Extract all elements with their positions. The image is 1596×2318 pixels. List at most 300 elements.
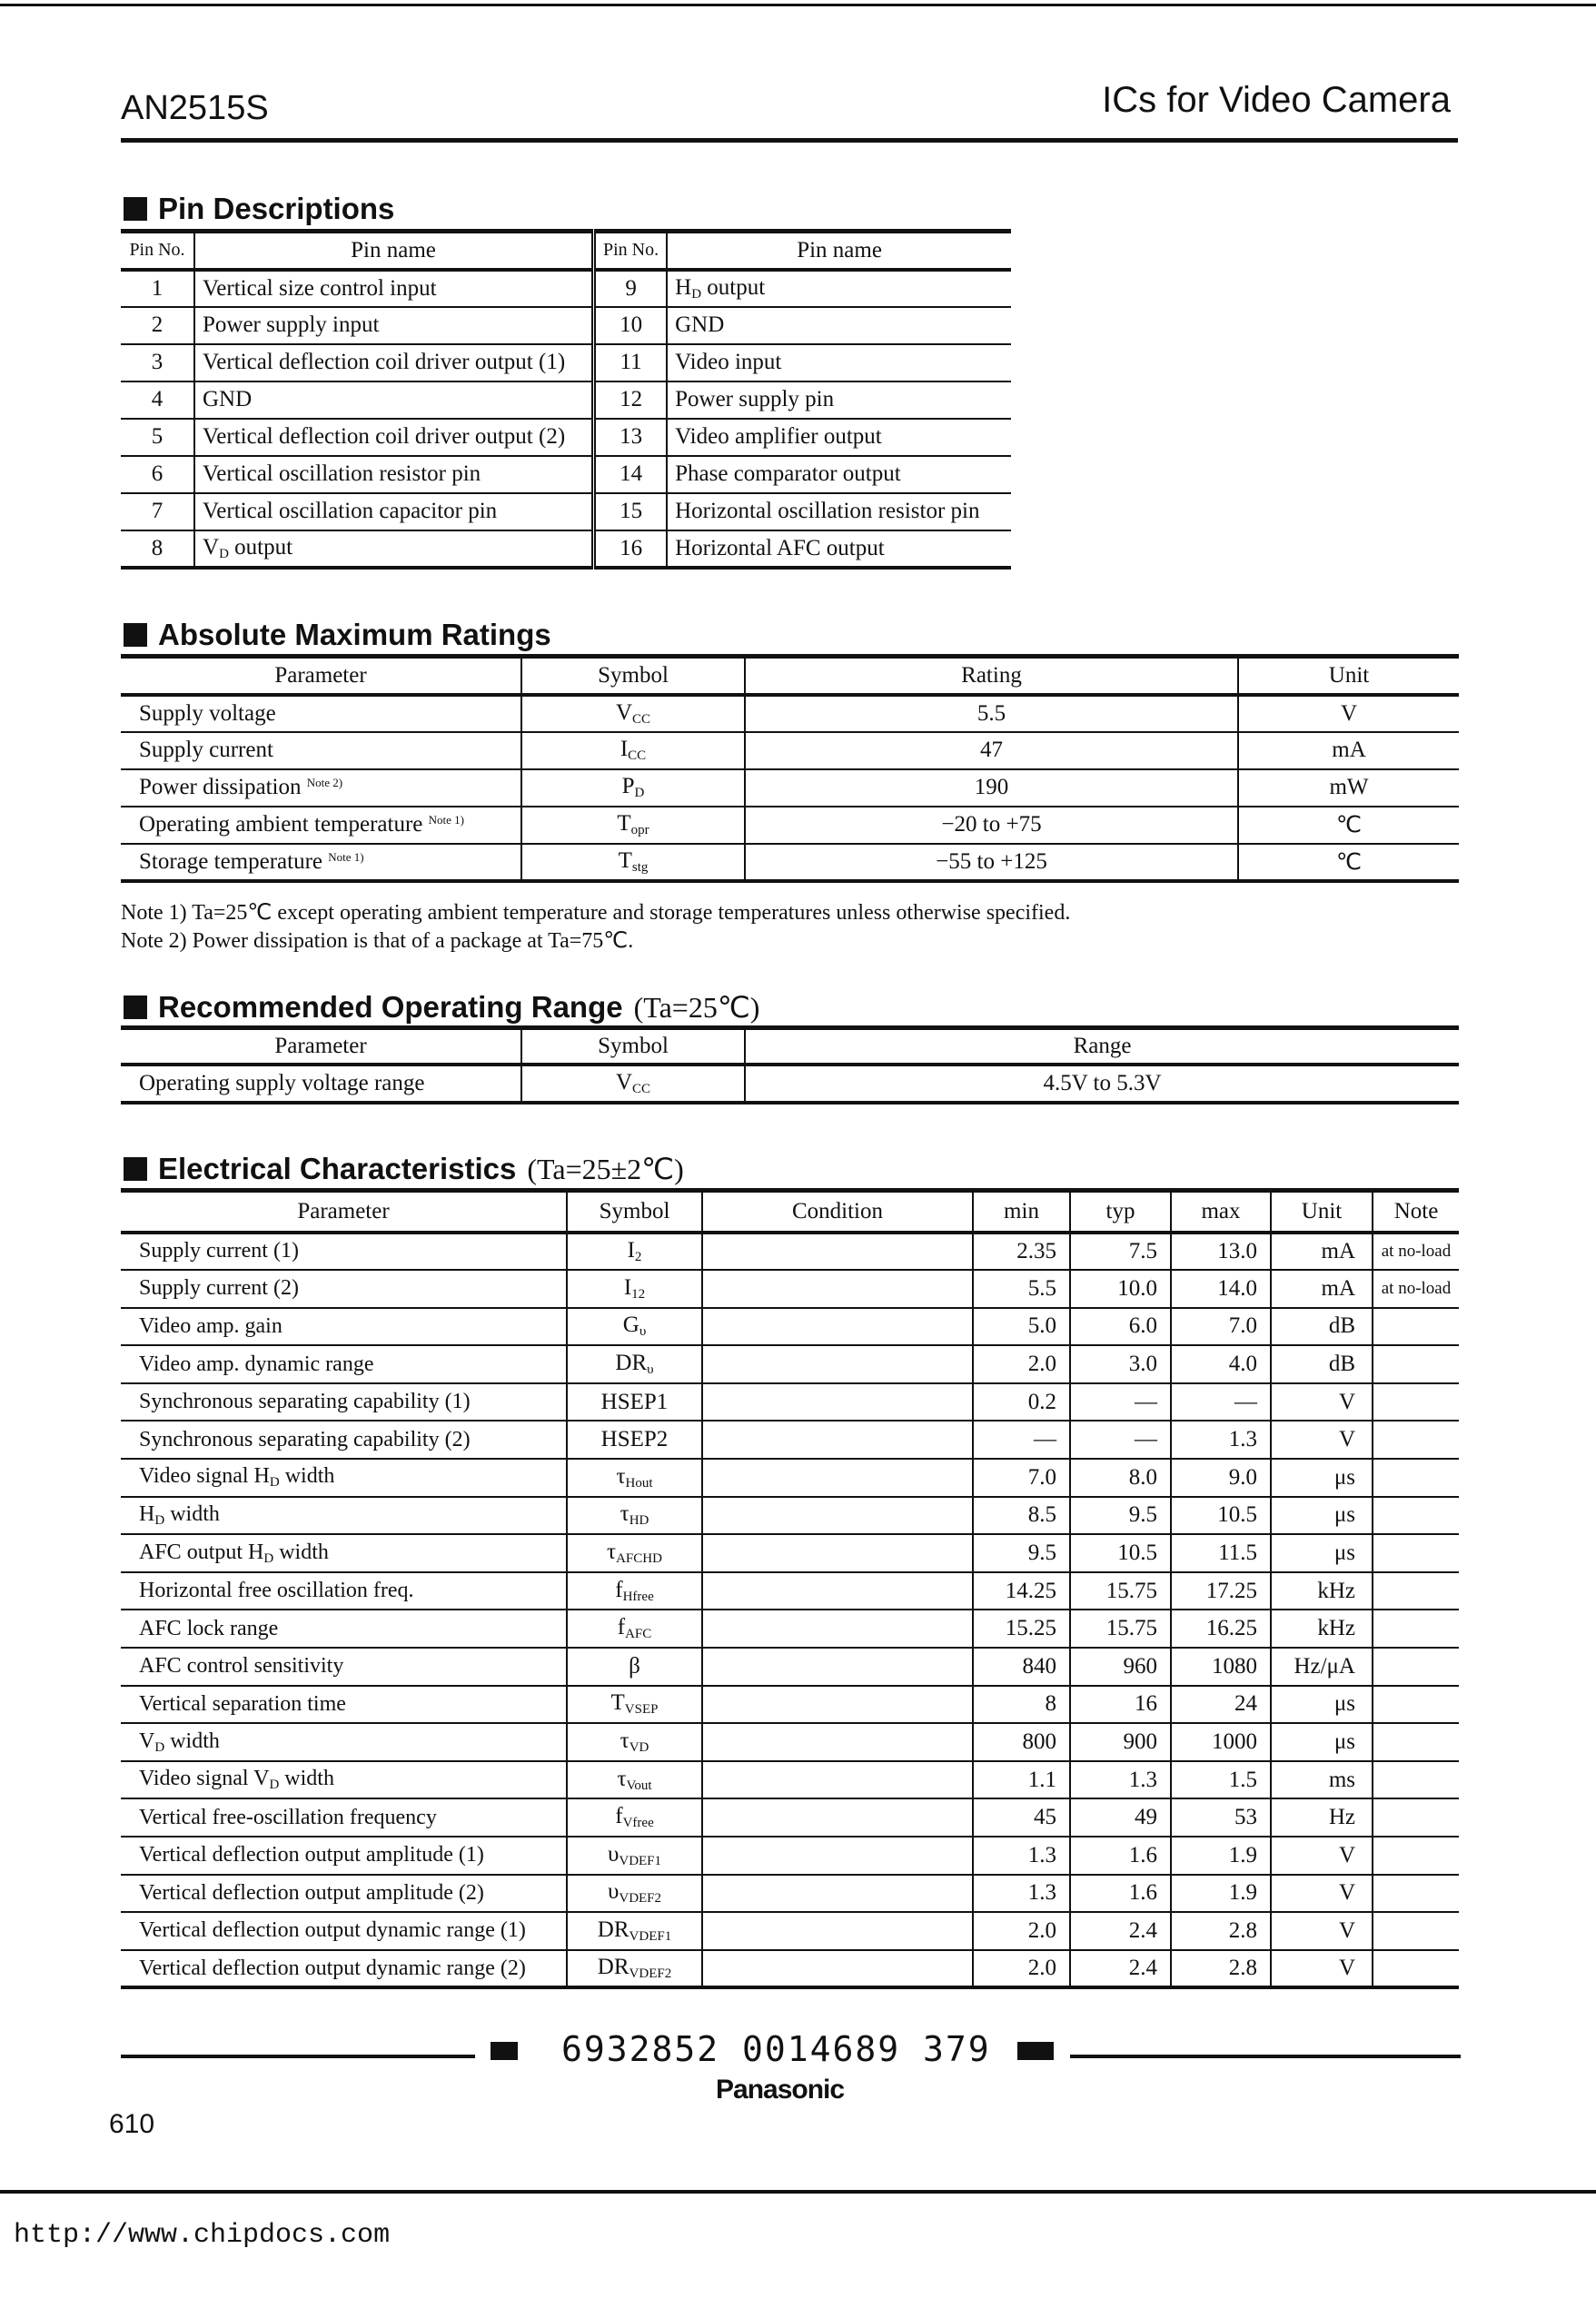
value-min: 14.25 xyxy=(973,1572,1070,1610)
parameter xyxy=(121,695,521,732)
table-row xyxy=(121,1534,1459,1572)
unit: ms xyxy=(1271,1761,1373,1799)
pin-name xyxy=(194,493,594,530)
condition xyxy=(702,1383,973,1422)
parameter xyxy=(121,1308,567,1346)
value-typ: 7.5 xyxy=(1070,1233,1171,1271)
condition xyxy=(702,1686,973,1724)
condition xyxy=(702,1270,973,1308)
pin-number: 13 xyxy=(594,419,668,456)
unit: μs xyxy=(1271,1686,1373,1724)
note xyxy=(1373,1686,1459,1724)
subscript: D xyxy=(634,786,645,800)
value-min: 15.25 xyxy=(973,1610,1070,1648)
value-typ: 49 xyxy=(1070,1798,1171,1837)
symbol xyxy=(567,1233,702,1271)
document-category: ICs for Video Camera xyxy=(1102,80,1451,120)
text-segment: Video input xyxy=(675,350,782,374)
pin-name xyxy=(667,530,1011,568)
subscript: D xyxy=(269,1475,280,1491)
pin-descriptions-table xyxy=(121,229,1011,570)
source-url[interactable]: http://www.chipdocs.com xyxy=(14,2220,391,2251)
table-row xyxy=(121,1950,1459,1988)
value-typ: 2.4 xyxy=(1070,1912,1171,1950)
pin-number: 3 xyxy=(121,344,194,381)
parameter xyxy=(121,1912,567,1950)
barcode-block-left xyxy=(491,2042,518,2060)
unit: V xyxy=(1238,695,1459,732)
col-header: Unit xyxy=(1238,657,1459,695)
text-segment: T xyxy=(617,811,631,836)
condition xyxy=(702,1233,973,1271)
table-row xyxy=(121,695,1459,732)
text-segment: width xyxy=(273,1540,329,1564)
note xyxy=(1373,1875,1459,1913)
text-segment: Horizontal AFC output xyxy=(675,535,885,560)
parameter xyxy=(121,1610,567,1648)
value-typ: 16 xyxy=(1070,1686,1171,1724)
value-min: — xyxy=(973,1421,1070,1459)
text-segment: Supply current xyxy=(139,738,273,762)
pin-number: 5 xyxy=(121,419,194,456)
text-segment: output xyxy=(228,534,293,560)
value-max: 2.8 xyxy=(1171,1912,1271,1950)
col-header: min xyxy=(973,1191,1070,1233)
parameter xyxy=(121,769,521,807)
parameter xyxy=(121,732,521,769)
subscript: D xyxy=(154,1739,165,1755)
page-number: 610 xyxy=(109,2109,155,2139)
pin-number: 11 xyxy=(594,344,668,381)
symbol xyxy=(567,1497,702,1535)
value-max: 1080 xyxy=(1171,1648,1271,1686)
unit: V xyxy=(1271,1421,1373,1459)
subscript: VDEF1 xyxy=(619,1853,662,1868)
value-min: 800 xyxy=(973,1723,1070,1761)
value-max: 24 xyxy=(1171,1686,1271,1724)
col-header: typ xyxy=(1070,1191,1171,1233)
rating: −55 to +125 xyxy=(745,844,1238,881)
value-max: 53 xyxy=(1171,1798,1271,1837)
text-segment: Vertical deflection output dynamic range (2) xyxy=(139,1956,526,1980)
condition xyxy=(702,1534,973,1572)
text-segment: DR xyxy=(615,1351,648,1376)
value-min: 2.35 xyxy=(973,1233,1070,1271)
condition xyxy=(702,1798,973,1837)
value-max: 1.3 xyxy=(1171,1421,1271,1459)
absolute-maximum-ratings-table xyxy=(121,654,1459,883)
symbol xyxy=(567,1610,702,1648)
text-segment: Operating ambient temperature xyxy=(139,812,429,837)
pin-name xyxy=(194,344,594,381)
condition xyxy=(702,1610,973,1648)
col-header: Condition xyxy=(702,1191,973,1233)
col-header: Symbol xyxy=(521,657,745,695)
unit: kHz xyxy=(1271,1572,1373,1610)
parameter xyxy=(121,1572,567,1610)
parameter xyxy=(121,1459,567,1497)
rating: 47 xyxy=(745,732,1238,769)
col-header: Rating xyxy=(745,657,1238,695)
subscript: VSEP xyxy=(624,1702,659,1718)
symbol xyxy=(521,695,745,732)
bottom-border xyxy=(0,2190,1596,2194)
electrical-characteristics-table xyxy=(121,1188,1459,1989)
footer-rule-left xyxy=(121,2055,475,2058)
text-segment: Vertical deflection output amplitude (2) xyxy=(139,1880,484,1905)
subscript: D xyxy=(219,546,229,561)
parameter xyxy=(121,1497,567,1535)
note xyxy=(1373,1345,1459,1383)
subscript: υ xyxy=(639,1324,647,1340)
table-row xyxy=(121,1572,1459,1610)
note xyxy=(1373,1421,1459,1459)
table-row xyxy=(121,1686,1459,1724)
condition xyxy=(702,1761,973,1799)
subscript: VDEF2 xyxy=(619,1891,662,1907)
barcode-number: 6932852 0014689 379 xyxy=(561,2029,991,2069)
pin-number: 9 xyxy=(594,270,668,307)
parameter xyxy=(121,1270,567,1308)
symbol xyxy=(521,844,745,881)
text-segment: H xyxy=(675,274,692,300)
table-row xyxy=(121,1383,1459,1422)
text-segment: T xyxy=(618,847,632,873)
value-min: 2.0 xyxy=(973,1345,1070,1383)
note xyxy=(1373,1837,1459,1875)
ec-heading xyxy=(124,1152,684,1186)
symbol xyxy=(521,807,745,844)
text-segment: Video signal H xyxy=(139,1464,270,1489)
text-segment: τ xyxy=(620,1729,629,1754)
ror-heading xyxy=(124,990,759,1025)
symbol xyxy=(567,1421,702,1459)
value-max: 14.0 xyxy=(1171,1270,1271,1308)
text-segment: Synchronous separating capability (1) xyxy=(139,1390,471,1414)
note xyxy=(1373,1383,1459,1422)
value-max: 7.0 xyxy=(1171,1308,1271,1346)
condition xyxy=(702,1421,973,1459)
subscript: D xyxy=(263,1550,274,1566)
section-marker-icon xyxy=(124,197,147,221)
note xyxy=(1373,1950,1459,1988)
note xyxy=(1373,1723,1459,1761)
text-segment: Vertical deflection output amplitude (1) xyxy=(139,1843,484,1867)
value-typ: 3.0 xyxy=(1070,1345,1171,1383)
value-max: 17.25 xyxy=(1171,1572,1271,1610)
parameter xyxy=(121,1761,567,1799)
rating: 190 xyxy=(745,769,1238,807)
condition xyxy=(702,1345,973,1383)
subscript: Hout xyxy=(625,1475,653,1491)
text-segment: τ xyxy=(620,1501,629,1527)
text-segment: υ xyxy=(607,1879,620,1905)
parameter xyxy=(121,1798,567,1837)
symbol xyxy=(567,1459,702,1497)
unit: dB xyxy=(1271,1308,1373,1346)
note: at no-load xyxy=(1373,1233,1459,1271)
value-typ: — xyxy=(1070,1421,1171,1459)
col-header: Parameter xyxy=(121,1028,521,1065)
value-typ: 8.0 xyxy=(1070,1459,1171,1497)
amr-heading xyxy=(124,618,551,652)
symbol xyxy=(521,769,745,807)
value-min: 7.0 xyxy=(973,1459,1070,1497)
symbol xyxy=(567,1308,702,1346)
table-row xyxy=(121,1798,1459,1837)
section-title: Electrical Characteristics xyxy=(158,1152,517,1185)
table-row xyxy=(121,381,1011,419)
condition xyxy=(702,1723,973,1761)
col-header: Symbol xyxy=(521,1028,745,1065)
value-min: 0.2 xyxy=(973,1383,1070,1422)
text-segment: Video amp. dynamic range xyxy=(139,1352,374,1376)
pin-number: 4 xyxy=(121,381,194,419)
symbol xyxy=(567,1270,702,1308)
text-segment: Supply current (1) xyxy=(139,1239,299,1263)
barcode-block-right xyxy=(1017,2042,1054,2060)
text-segment: GND xyxy=(203,387,253,411)
value-max: 4.0 xyxy=(1171,1345,1271,1383)
table-row xyxy=(121,344,1011,381)
condition xyxy=(702,1497,973,1535)
condition xyxy=(702,1837,973,1875)
col-header: Symbol xyxy=(567,1191,702,1233)
value-min: 2.0 xyxy=(973,1950,1070,1988)
pin-number: 2 xyxy=(121,307,194,344)
parameter xyxy=(121,1837,567,1875)
value-max: 1.9 xyxy=(1171,1837,1271,1875)
parameter xyxy=(121,1345,567,1383)
text-segment: Video amp. gain xyxy=(139,1313,283,1338)
parameter xyxy=(121,1950,567,1988)
text-segment: Vertical deflection output dynamic range (1) xyxy=(139,1918,526,1943)
section-marker-icon xyxy=(124,623,147,647)
col-header: Note xyxy=(1373,1191,1459,1233)
symbol xyxy=(521,732,745,769)
note-reference: Note 1) xyxy=(428,813,464,827)
footer-rule-right xyxy=(1070,2055,1461,2058)
col-header: Parameter xyxy=(121,1191,567,1233)
pin-name xyxy=(667,493,1011,530)
text-segment: f xyxy=(615,1577,623,1602)
pin-number: 16 xyxy=(594,530,668,568)
note xyxy=(1373,1572,1459,1610)
value-typ: 10.5 xyxy=(1070,1534,1171,1572)
symbol xyxy=(567,1572,702,1610)
value-max: 13.0 xyxy=(1171,1233,1271,1271)
unit: μs xyxy=(1271,1459,1373,1497)
text-segment: I xyxy=(627,1237,635,1263)
text-segment: T xyxy=(610,1690,625,1716)
text-segment: P xyxy=(621,774,635,798)
note-reference: Note 1) xyxy=(328,849,364,864)
subscript: D xyxy=(154,1512,165,1528)
text-segment: Vertical oscillation resistor pin xyxy=(203,461,481,486)
text-segment: Video signal V xyxy=(139,1767,270,1791)
pin-name xyxy=(667,381,1011,419)
table-row xyxy=(121,769,1459,807)
subscript: Vout xyxy=(626,1778,652,1793)
pin-number: 10 xyxy=(594,307,668,344)
table-row xyxy=(121,1723,1459,1761)
text-segment: V xyxy=(615,699,633,725)
table-row xyxy=(121,1308,1459,1346)
text-segment: GND xyxy=(675,312,725,337)
parameter xyxy=(121,1723,567,1761)
col-header: Pin name xyxy=(667,232,1011,270)
pin-number: 1 xyxy=(121,270,194,307)
parameter xyxy=(121,1686,567,1724)
text-segment: DR xyxy=(597,1955,629,1980)
condition xyxy=(702,1308,973,1346)
range: 4.5V to 5.3V xyxy=(745,1065,1459,1103)
section-title: Recommended Operating Range xyxy=(158,990,623,1024)
value-typ: 1.3 xyxy=(1070,1761,1171,1799)
table-row xyxy=(121,1837,1459,1875)
text-segment: AFC output H xyxy=(139,1540,264,1564)
col-header: Pin No. xyxy=(121,232,194,270)
table-row xyxy=(121,1233,1459,1271)
text-segment: AFC control sensitivity xyxy=(139,1654,344,1679)
text-segment: I xyxy=(623,1274,632,1300)
table-row xyxy=(121,1648,1459,1686)
text-segment: HSEP1 xyxy=(600,1389,669,1414)
text-segment: Operating supply voltage range xyxy=(139,1070,425,1095)
pin-number: 7 xyxy=(121,493,194,530)
value-max: 1.9 xyxy=(1171,1875,1271,1913)
value-typ: 15.75 xyxy=(1070,1572,1171,1610)
subscript: opr xyxy=(630,823,649,837)
text-segment: Supply voltage xyxy=(139,700,276,726)
recommended-operating-range-table xyxy=(121,1025,1459,1105)
note xyxy=(1373,1459,1459,1497)
condition xyxy=(702,1459,973,1497)
text-segment: Power supply pin xyxy=(675,387,835,411)
text-segment: Power dissipation xyxy=(139,775,307,799)
unit: V xyxy=(1271,1837,1373,1875)
table-row xyxy=(121,844,1459,881)
col-header: Unit xyxy=(1271,1191,1373,1233)
pin-name xyxy=(194,270,594,307)
unit: μs xyxy=(1271,1497,1373,1535)
value-typ: 2.4 xyxy=(1070,1950,1171,1988)
symbol xyxy=(567,1912,702,1950)
text-segment: Storage temperature xyxy=(139,848,329,874)
value-typ: 10.0 xyxy=(1070,1270,1171,1308)
value-typ: 9.5 xyxy=(1070,1497,1171,1535)
symbol xyxy=(567,1534,702,1572)
section-title: Absolute Maximum Ratings xyxy=(158,618,551,651)
rating: −20 to +75 xyxy=(745,807,1238,844)
symbol xyxy=(567,1686,702,1724)
parameter xyxy=(121,1233,567,1271)
symbol xyxy=(567,1875,702,1913)
subscript: VDEF1 xyxy=(629,1928,672,1944)
value-max: 1.5 xyxy=(1171,1761,1271,1799)
col-header: Pin No. xyxy=(594,232,668,270)
text-segment: Video amplifier output xyxy=(675,424,882,449)
text-segment: f xyxy=(615,1804,623,1829)
top-border xyxy=(0,4,1596,6)
parameter xyxy=(121,1648,567,1686)
value-min: 45 xyxy=(973,1798,1070,1837)
symbol xyxy=(567,1345,702,1383)
brand-logo: Panasonic xyxy=(716,2075,845,2105)
note xyxy=(1373,1912,1459,1950)
value-typ: 15.75 xyxy=(1070,1610,1171,1648)
text-segment: Vertical oscillation capacitor pin xyxy=(203,499,498,523)
value-min: 840 xyxy=(973,1648,1070,1686)
text-segment: τ xyxy=(616,1463,626,1489)
value-min: 1.3 xyxy=(973,1875,1070,1913)
value-max: — xyxy=(1171,1383,1271,1422)
pin-name xyxy=(667,419,1011,456)
value-typ: — xyxy=(1070,1383,1171,1422)
text-segment: V xyxy=(615,1069,633,1095)
value-min: 1.1 xyxy=(973,1761,1070,1799)
subscript: Hfree xyxy=(622,1589,654,1604)
symbol xyxy=(567,1723,702,1761)
col-header: max xyxy=(1171,1191,1271,1233)
amr-note-1: Note 1) Ta=25℃ except operating ambient temperature and storage temperatures unless otherwise specified. xyxy=(121,901,1071,925)
text-segment: Vertical deflection coil driver output (1) xyxy=(203,350,566,374)
text-segment: H xyxy=(139,1501,155,1526)
pin-number: 14 xyxy=(594,456,668,493)
unit: V xyxy=(1271,1950,1373,1988)
subscript: CC xyxy=(628,748,647,763)
unit: mW xyxy=(1238,769,1459,807)
pin-number: 12 xyxy=(594,381,668,419)
pin-name xyxy=(667,307,1011,344)
symbol xyxy=(567,1798,702,1837)
text-segment: Synchronous separating capability (2) xyxy=(139,1427,471,1451)
text-segment: V xyxy=(139,1729,155,1753)
table-row xyxy=(121,270,1011,307)
condition xyxy=(702,1875,973,1913)
col-header: Range xyxy=(745,1028,1459,1065)
note xyxy=(1373,1798,1459,1837)
text-segment: I xyxy=(620,737,629,761)
text-segment: f xyxy=(617,1615,626,1640)
condition xyxy=(702,1572,973,1610)
value-typ: 1.6 xyxy=(1070,1875,1171,1913)
text-segment: Vertical separation time xyxy=(139,1691,346,1716)
unit: ℃ xyxy=(1238,807,1459,844)
subscript: CC xyxy=(632,1081,651,1096)
condition xyxy=(702,1912,973,1950)
pin-number: 15 xyxy=(594,493,668,530)
note xyxy=(1373,1648,1459,1686)
value-typ: 960 xyxy=(1070,1648,1171,1686)
value-min: 8 xyxy=(973,1686,1070,1724)
subscript: D xyxy=(691,286,702,302)
pin-name xyxy=(194,381,594,419)
symbol xyxy=(567,1950,702,1988)
text-segment: β xyxy=(629,1653,640,1679)
value-max: 9.0 xyxy=(1171,1459,1271,1497)
subscript: D xyxy=(269,1778,280,1793)
section-condition: (Ta=25℃) xyxy=(633,991,760,1024)
pin-number: 6 xyxy=(121,456,194,493)
subscript: Vfree xyxy=(622,1816,654,1831)
note xyxy=(1373,1534,1459,1572)
pin-number: 8 xyxy=(121,530,194,568)
parameter xyxy=(121,1421,567,1459)
unit: kHz xyxy=(1271,1610,1373,1648)
value-max: 16.25 xyxy=(1171,1610,1271,1648)
symbol xyxy=(567,1648,702,1686)
